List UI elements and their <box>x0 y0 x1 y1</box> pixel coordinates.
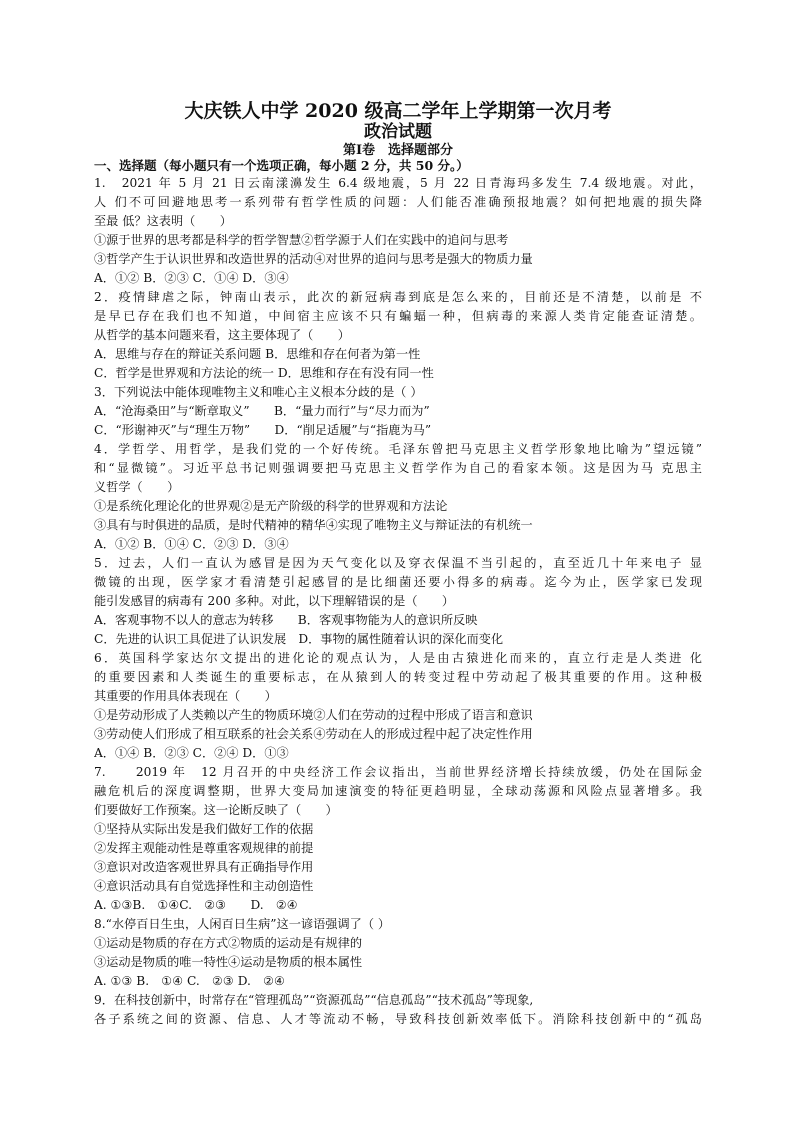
text-line: ①运动是物质的存在方式②物质的运动是有规律的 <box>94 936 363 950</box>
text-line: 至最 低？这表明（ ） <box>94 214 232 228</box>
text-line: 融危机后的深度调整期，世界大变局加速演变的特征更趋明显，全球动荡源和风险点显著增多。我 <box>94 784 702 798</box>
text-line: 4．学哲学、用哲学，是我们党的一个好传统。毛泽东曾把马克思主义哲学形象地比喻为”望远镜” <box>94 442 702 456</box>
text-line: A．①② B．②③ C．①④ D．③④ <box>94 271 289 285</box>
text-line: 8.“水停百日生虫，人闲百日生病”这一谚语强调了（ ） <box>94 917 391 931</box>
text-line: A．客观事物不以人的意志为转移 B．客观事物能为人的意识所反映 <box>94 613 478 627</box>
text-line: 人 们不可回避地思考一系列带有哲学性质的问题：人们能否准确预报地震？如何把地震的损失降 <box>94 195 702 209</box>
question-body <box>94 174 702 1029</box>
text-line: 其重要的作用具体表现在（ ） <box>94 689 277 703</box>
text-line: A．①④ B．②③ C．②④ D．①③ <box>94 746 289 760</box>
text-line: 和“显微镜”。习近平总书记则强调要把马克思主义哲学作为自己的看家本领。这是因为马 克思主 <box>94 461 702 475</box>
text-line: A．①② B．①④ C．②③ D．③④ <box>94 537 289 551</box>
text-line: 能引发感冒的病毒有 200 多种。对此，以下理解错误的是（ ） <box>94 594 455 608</box>
exam-title: 大庆铁人中学 2020 级高二学年上学期第一次月考 <box>184 100 612 122</box>
text-line: A．“沧海桑田”与“断章取义” B．“量力而行”与“尽力而为” <box>94 404 430 418</box>
text-line: ③哲学产生于认识世界和改造世界的活动④对世界的追问与思考是强大的物质力量 <box>94 252 533 266</box>
text-line: 是早已存在我们也不知道，中间宿主应该不只有蝙蝠一种，但病毒的来源人类肯定能查证清楚。 <box>94 309 702 323</box>
text-line: A. ①③B. ①④C. ②③ D. ②④ <box>94 898 298 912</box>
exam-page <box>94 100 702 1029</box>
text-line: C．“形谢神灭”与“理生万物” D．“削足适履”与“指鹿为马” <box>94 423 432 437</box>
exam-subtitle: 政治试题 <box>364 122 432 142</box>
text-line: 5．过去，人们一直认为感冒是因为天气变化以及穿衣保温不当引起的，直至近几十年来电子 显 <box>94 556 702 570</box>
text-line: ③劳动使人们形成了相互联系的社会关系④劳动在人的形成过程中起了决定性作用 <box>94 727 533 741</box>
text-line: ①是劳动形成了人类赖以产生的物质环境②人们在劳动的过程中形成了语言和意识 <box>94 708 533 722</box>
text-line: 微镜的出现，医学家才看清楚引起感冒的是比细菌还要小得多的病毒。迄今为止，医学家已发现 <box>94 575 702 589</box>
part-heading: 第Ⅰ卷 选择题部分 <box>342 143 454 158</box>
text-line: ②发挥主观能动性是尊重客观规律的前提 <box>94 841 314 855</box>
text-line: 1. 2021 年 5 月 21 日云南漾濞发生 6.4 级地震，5 月 22 日青海玛多发生 7.4 级地震。对此， <box>94 176 702 190</box>
text-line: ③具有与时俱进的品质，是时代精神的精华④实现了唯物主义与辩证法的有机统一 <box>94 518 533 532</box>
text-line: ④意识活动具有自觉选择性和主动创造性 <box>94 879 314 893</box>
section-heading: 一、选择题（每小题只有一个选项正确，每小题 2 分，共 50 分。） <box>94 158 469 173</box>
text-line: 各子系统之间的资源、信息、人才等流动不畅，导致科技创新效率低下。消除科技创新中的“孤岛 <box>94 1012 702 1026</box>
text-line: ①是系统化理论化的世界观②是无产阶级的科学的世界观和方法论 <box>94 499 448 513</box>
text-line: 9．在科技创新中，时常存在“管理孤岛”“资源孤岛”“信息孤岛”“技术孤岛”等现象, <box>94 993 534 1007</box>
text-line: 从哲学的基本问题来看，这主要体现了（ ） <box>94 328 350 342</box>
text-line: 义哲学（ ） <box>94 480 180 494</box>
text-line: ①坚持从实际出发是我们做好工作的依据 <box>94 822 314 836</box>
text-line: ①源于世界的思考都是科学的哲学智慧②哲学源于人们在实践中的追问与思考 <box>94 233 509 247</box>
text-line: 的重要因素和人类诞生的重要标志，在从猿到人的转变过程中劳动起了极其重要的作用。这种极 <box>94 670 702 684</box>
text-line: 3．下列说法中能体现唯物主义和唯心主义根本分歧的是（ ） <box>94 385 423 399</box>
text-line: A. ①③ B. ①④ C. ②③ D. ②④ <box>94 974 285 988</box>
text-line: 7. 2019 年 12 月召开的中央经济工作会议指出，当前世界经济增长持续放缓，仍处在国际金 <box>94 765 702 779</box>
text-line: ③运动是物质的唯一特性④运动是物质的根本属性 <box>94 955 363 969</box>
text-line: 6．英国科学家达尔文提出的进化论的观点认为，人是由古猿进化而来的，直立行走是人类进 化 <box>94 651 702 665</box>
text-line: C．先进的认识工具促进了认识发展 D．事物的属性随着认识的深化而变化 <box>94 632 504 646</box>
text-line: 们要做好工作预案。这一论断反映了（ ） <box>94 803 338 817</box>
text-line: C．哲学是世界观和方法论的统一 D．思维和存在有没有同一性 <box>94 366 434 380</box>
text-line: A．思维与存在的辩证关系问题 B．思维和存在何者为第一性 <box>94 347 421 361</box>
text-line: ③意识对改造客观世界具有正确指导作用 <box>94 860 314 874</box>
text-line: 2．疫情肆虐之际，钟南山表示，此次的新冠病毒到底是怎么来的，目前还是不清楚，以前是 不 <box>94 290 702 304</box>
